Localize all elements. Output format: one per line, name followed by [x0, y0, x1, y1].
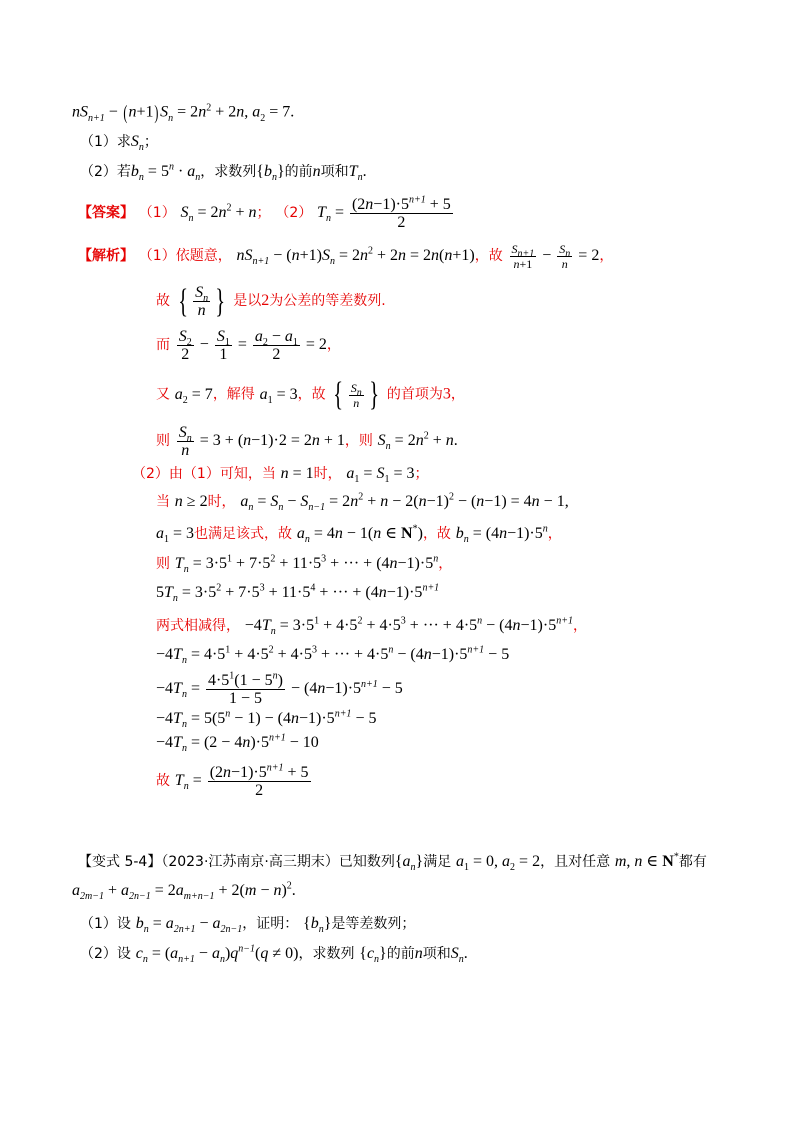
diff-two: 2	[261, 292, 270, 310]
analysis-part2-line-10: $-4T_n = (2 - 4n)\cdot 5^{n+1} - 10$	[156, 732, 319, 755]
q1-prefix: （1）求	[80, 134, 131, 150]
variant-q1: （1）设 $b_n = a_{2n+1} - a_{2n-1}$，证明： $\{b_n\}$是等差数列；	[80, 915, 416, 936]
analysis-line-5: 则 $\frac{S_n}{n}$ = 3 + (n−1)·2 = 2n + 1，则 $S_n = 2n^2 + n$.	[156, 424, 458, 459]
analysis-part2-line-8: $-4T_n$ = $\frac{4\cdot 5^1(1 - 5^n)}{1 - 5}$ − $(4n-1)\cdot 5^{n+1} - 5$	[156, 670, 403, 707]
answer-part2: （2）	[275, 205, 313, 222]
analysis-comma: ，	[599, 248, 614, 265]
shi-2: 时，	[207, 494, 236, 510]
analysis-line-3: 而 $\frac{S_2}{2}$ − $\frac{S_1}{1}$ = $\frac{a_2 - a_1}{2}$ = 2，	[156, 328, 341, 363]
q2-tail: 项和	[320, 164, 349, 180]
jiede: ，解得	[212, 386, 255, 403]
variant-header: 【变式 5-4】（2023·江苏南京·高三期末）已知数列$\{a_n\}$满足 $a_1 = 0$, $a_2 = 2$，且对任意 m, n ∈ N*都有	[78, 851, 707, 874]
gu-1: 故	[156, 293, 170, 310]
question-2: （2）若$b_n = 5^n \cdot a_n$，求数列$\{b_n\}$的前n项和$T_n$.	[80, 161, 367, 184]
variant-q2-mid: ，求数列	[298, 946, 355, 962]
ze-1: 则	[156, 433, 170, 450]
you: 又	[156, 386, 170, 403]
variant-q2-n: n	[414, 945, 423, 962]
variant-have: 都有	[678, 854, 707, 870]
analysis-part2-line-9: $-4T_n = 5(5^n - 1) - (4n-1)\cdot 5^{n+1} - 5$	[156, 708, 377, 731]
answer-sep: ；	[256, 205, 271, 222]
q2-suffix: 的前	[284, 164, 313, 180]
analysis-part2-line-4: 则 $T_n = 3\cdot 5^1 + 7\cdot 5^2 + 11\cdot 5^3$ + ··· + $(4n-1)\cdot 5^n$，	[156, 553, 453, 576]
gu-3: ，故	[422, 526, 451, 542]
answer-label: 【答案】	[78, 205, 134, 222]
er: 而	[156, 337, 170, 354]
first-term: 的首项为	[386, 386, 443, 403]
analysis-part2-line-1: （2）由（1）可知，当 n = 1时， $a_1 = S_1 = 3$；	[132, 465, 429, 486]
analysis-p1-lead: （1）依题意，	[138, 248, 232, 265]
question-1: （1）求$S_n$；	[80, 133, 158, 154]
analysis-line-4: 又 $a_2 = 7$，解得 $a_1 = 3$，故 { $\frac{S_n}{n}$ } 的首项为3，	[156, 376, 465, 413]
semi: ；	[414, 466, 429, 482]
analysis-line-1: 【解析】 （1）依题意， $nS_{n+1} - (n+1)S_n = 2n^2 + 2n = 2n(n+1)$，故 $\frac{S_{n+1}}{n+1}$ − $\frac{S_n}{n}$ = 2，	[78, 242, 614, 271]
variant-q1-prove: ，证明：	[242, 916, 299, 932]
a1-satisfy: 也满足该式，故	[194, 526, 293, 542]
answer-part1: （1）	[138, 205, 176, 222]
problem-condition: $nS_{n+1} - (n+1)S_n = 2n^2 + 2n$, $a_2 = 7$.	[72, 102, 295, 124]
gu-2: ，故	[297, 386, 326, 403]
p2-lead: （2）由（1）可知，当	[132, 466, 276, 482]
analysis-part2-line-7: $-4T_n = 4\cdot 5^1 + 4\cdot 5^2 + 4\cdot 5^3$ + ··· + $4\cdot 5^n - (4n-1)\cdot 5^{n+1} - 5$	[156, 644, 510, 667]
analysis-gu: ，故	[474, 248, 503, 265]
is-arith: 是以	[233, 293, 262, 310]
subtract: 两式相减得，	[156, 618, 240, 634]
ze-2: ，则	[344, 433, 373, 450]
variant-q2-tail: 项和	[422, 946, 451, 962]
answer-line: 【答案】 （1） $S_n = 2n^2 + n$； （2） $T_n$ = $\frac{(2n-1)\cdot 5^{n+1} + 5}{2}$	[78, 194, 451, 231]
analysis-part2-line-11: 故 $T_n$ = $\frac{(2n-1)\cdot 5^{n+1} + 5}{2}$	[156, 762, 309, 799]
analysis-part2-line-6: 两式相减得， $-4T_n = 3\cdot 5^1 + 4\cdot 5^2 + 4\cdot 5^3$ + ··· + $4\cdot 5^n - (4n-1)\cdot 5^{n+1}$，	[156, 615, 587, 638]
first-three: 3	[442, 385, 451, 403]
variant-equation: $a_{2m-1} + a_{2n-1} = 2a_{m+n-1} + 2(m - n)^2$.	[72, 880, 296, 903]
variant-q2-prefix: （2）设	[80, 946, 131, 962]
analysis-part2-line-3: $a_1 = 3$也满足该式，故 $a_n = 4n - 1(n$ ∈ N*)，故 $b_n = (4n-1)\cdot 5^n$，	[156, 523, 562, 546]
q2-prefix: （2）若	[80, 164, 131, 180]
variant-q2-front: 的前	[386, 946, 415, 962]
variant-satisfy: 满足	[423, 854, 452, 870]
variant-q2: （2）设 $c_n = (a_{n+1} - a_n)q^{n-1}(q \ne 0)$，求数列 $\{c_n\}$的前n项和$S_n$.	[80, 943, 468, 966]
variant-q1-tail: 是等差数列；	[331, 916, 416, 932]
variant-q1-prefix: （1）设	[80, 916, 131, 932]
variant-any: ，且对任意	[540, 854, 611, 870]
variant-label: 【变式 5-4】	[78, 854, 162, 870]
gu-4: 故	[156, 773, 170, 790]
variant-source: （2023·江苏南京·高三期末）已知数列	[161, 854, 395, 870]
dang: 当	[156, 494, 170, 510]
is-arith-tail: 为公差的等差数列.	[269, 293, 386, 310]
q2-n: n	[312, 163, 321, 180]
analysis-part2-line-2: 当 n ≥ 2时， $a_n = S_n - S_{n-1} = 2n^2 + n - 2(n-1)^2 - (n-1) = 4n - 1$,	[156, 491, 569, 514]
analysis-line-2: 故 { $\frac{S_n}{n}$ } 是以2为公差的等差数列.	[156, 282, 386, 320]
first-term-tail: ，	[450, 386, 465, 403]
q2-mid: ，求数列	[200, 164, 257, 180]
analysis-label: 【解析】	[78, 248, 134, 265]
analysis-part2-line-5: $5T_n = 3\cdot 5^2 + 7\cdot 5^3 + 11\cdot 5^4$ + ··· + $(4n-1)\cdot 5^{n+1}$	[156, 582, 440, 605]
shi-1: 时，	[313, 466, 342, 482]
ze-3: 则	[156, 556, 170, 572]
